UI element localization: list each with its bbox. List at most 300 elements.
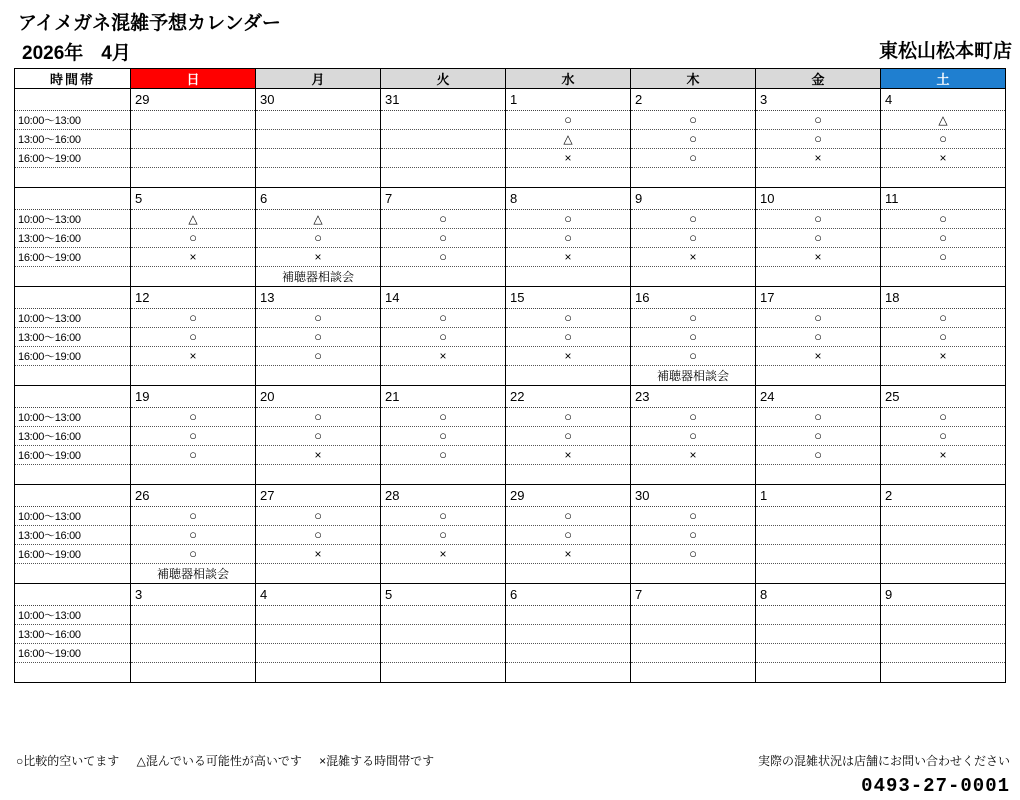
congestion-cell [381,347,506,366]
time-column-spacer [15,584,131,606]
congestion-mark: ○ [314,348,322,363]
congestion-mark: ○ [439,527,447,542]
congestion-cell [881,229,1006,248]
congestion-mark: ○ [814,211,822,226]
congestion-mark: × [689,448,697,462]
congestion-cell [631,328,756,347]
congestion-cell [631,309,756,328]
congestion-cell [756,408,881,427]
week-note-cell [256,465,381,485]
week-note-cell [506,366,631,386]
congestion-cell [256,111,381,130]
congestion-mark: ○ [189,310,197,325]
congestion-mark: × [564,151,572,165]
date-cell: 20 [256,386,381,408]
congestion-cell [131,446,256,465]
time-slot-row [15,347,1006,366]
congestion-cell [506,248,631,267]
time-slot-label: 10:00～13:00 [15,309,131,328]
congestion-mark: ○ [564,211,572,226]
congestion-mark: ○ [689,211,697,226]
date-cell: 4 [881,89,1006,111]
congestion-cell [631,526,756,545]
date-cell: 11 [881,188,1006,210]
congestion-cell [256,427,381,446]
telephone-number: 0493-27-0001 [861,775,1010,797]
congestion-mark: × [689,250,697,264]
congestion-mark: ○ [189,329,197,344]
congestion-mark: ○ [939,211,947,226]
week-note-cell [631,267,756,287]
congestion-mark: × [814,250,822,264]
congestion-cell [506,328,631,347]
time-slot-label: 13:00～16:00 [15,526,131,545]
week-note-cell [881,663,1006,683]
time-slot-label: 16:00～19:00 [15,248,131,267]
congestion-cell [631,248,756,267]
congestion-cell [506,625,631,644]
congestion-cell [881,408,1006,427]
week-date-row [15,188,1006,210]
time-slot-row [15,446,1006,465]
congestion-cell [881,248,1006,267]
calendar-body [15,89,1006,683]
congestion-cell [131,545,256,564]
congestion-cell [631,427,756,446]
congestion-cell [256,229,381,248]
date-cell: 2 [881,485,1006,507]
congestion-mark: ○ [564,230,572,245]
time-column-spacer [15,465,131,485]
congestion-mark: × [564,250,572,264]
congestion-cell [256,309,381,328]
dow-header-mon: 月 [256,69,381,89]
date-cell: 27 [256,485,381,507]
time-slot-row [15,545,1006,564]
congestion-mark: ○ [939,409,947,424]
congestion-cell [881,149,1006,168]
congestion-mark: ○ [314,527,322,542]
time-slot-row [15,507,1006,526]
congestion-cell [631,111,756,130]
congestion-cell [131,328,256,347]
congestion-mark: × [314,250,322,264]
congestion-mark: ○ [814,112,822,127]
date-cell: 15 [506,287,631,309]
week-note-cell [756,564,881,584]
month-label: 4月 [101,43,131,64]
congestion-cell [756,309,881,328]
week-note-cell [756,366,881,386]
congestion-cell [381,625,506,644]
congestion-mark: ○ [439,447,447,462]
week-date-row [15,584,1006,606]
congestion-mark: ○ [564,409,572,424]
congestion-cell [256,606,381,625]
week-note-cell [381,564,506,584]
date-cell: 10 [756,188,881,210]
congestion-cell [631,229,756,248]
congestion-mark: ○ [314,329,322,344]
congestion-mark: ○ [689,508,697,523]
congestion-mark: × [189,250,197,264]
congestion-mark: ○ [689,150,697,165]
dow-header-fri: 金 [756,69,881,89]
date-cell: 26 [131,485,256,507]
congestion-cell [756,446,881,465]
date-cell: 3 [131,584,256,606]
legend-item-triangle: △混んでいる可能性が高いです [136,754,302,768]
congestion-cell [881,606,1006,625]
congestion-cell [256,328,381,347]
congestion-cell [881,210,1006,229]
week-note-cell [756,663,881,683]
week-note-cell [131,465,256,485]
congestion-mark: ○ [689,310,697,325]
congestion-cell [381,408,506,427]
congestion-mark: ○ [189,428,197,443]
date-cell: 9 [881,584,1006,606]
congestion-cell [756,526,881,545]
congestion-cell [881,111,1006,130]
congestion-cell [631,446,756,465]
congestion-mark: ○ [689,527,697,542]
congestion-cell [131,111,256,130]
date-cell: 17 [756,287,881,309]
week-note-cell [756,168,881,188]
date-cell: 30 [631,485,756,507]
date-cell: 13 [256,287,381,309]
congestion-cell [131,427,256,446]
congestion-cell [881,446,1006,465]
time-slot-row [15,149,1006,168]
congestion-cell [381,606,506,625]
date-cell: 3 [756,89,881,111]
congestion-mark: ○ [439,329,447,344]
congestion-cell [756,111,881,130]
congestion-cell [131,130,256,149]
year-month [22,38,131,65]
week-note-cell [131,663,256,683]
congestion-mark: ○ [564,329,572,344]
congestion-cell [256,625,381,644]
time-column-spacer [15,267,131,287]
congestion-cell [881,328,1006,347]
week-note-row [15,564,1006,584]
date-cell: 6 [256,188,381,210]
time-slot-label: 16:00～19:00 [15,347,131,366]
time-slot-row [15,427,1006,446]
congestion-cell [881,427,1006,446]
congestion-mark: ○ [939,428,947,443]
week-note-cell [506,267,631,287]
time-column-spacer [15,564,131,584]
congestion-cell [631,408,756,427]
date-cell: 23 [631,386,756,408]
day-of-week-header-row [15,69,1006,89]
congestion-cell [631,130,756,149]
congestion-mark: △ [938,113,948,127]
congestion-cell [381,526,506,545]
congestion-mark: × [939,151,947,165]
week-note-cell [381,465,506,485]
time-slot-label: 13:00～16:00 [15,427,131,446]
date-cell: 29 [131,89,256,111]
congestion-mark: ○ [564,508,572,523]
week-note-row [15,663,1006,683]
date-cell: 12 [131,287,256,309]
week-note-cell [256,168,381,188]
week-note-cell [631,465,756,485]
congestion-mark: × [939,349,947,363]
congestion-cell [256,210,381,229]
congestion-cell [506,606,631,625]
week-note-cell [131,168,256,188]
dow-header-tue: 火 [381,69,506,89]
congestion-cell [506,427,631,446]
congestion-mark: ○ [689,348,697,363]
congestion-mark: ○ [814,428,822,443]
congestion-cell [131,210,256,229]
week-date-row [15,485,1006,507]
time-column-spacer [15,168,131,188]
congestion-mark: × [564,448,572,462]
congestion-cell [131,229,256,248]
congestion-mark: × [314,448,322,462]
congestion-mark: ○ [689,329,697,344]
legend [16,752,448,769]
congestion-mark: ○ [814,310,822,325]
congestion-mark: ○ [689,546,697,561]
week-note-cell [256,366,381,386]
week-note-cell [381,168,506,188]
congestion-mark: ○ [814,230,822,245]
congestion-cell [881,625,1006,644]
congestion-cell [381,507,506,526]
week-note-row [15,267,1006,287]
time-slot-label: 10:00～13:00 [15,111,131,130]
date-cell: 2 [631,89,756,111]
congestion-mark: ○ [939,131,947,146]
date-cell: 14 [381,287,506,309]
date-cell: 21 [381,386,506,408]
congestion-cell [131,507,256,526]
week-note-cell [631,564,756,584]
congestion-cell [381,545,506,564]
congestion-mark: ○ [439,428,447,443]
time-slot-row [15,111,1006,130]
congestion-mark: ○ [689,409,697,424]
time-column-spacer [15,188,131,210]
congestion-cell [506,229,631,248]
year-label: 2026年 [22,43,84,64]
notice-text: 実際の混雑状況は店舗にお問い合わせください [757,754,1010,768]
congestion-cell [881,507,1006,526]
congestion-cell [381,111,506,130]
time-column-spacer [15,663,131,683]
congestion-cell [131,248,256,267]
shop-name: 東松山松本町店 [878,41,1012,62]
week-note-cell [131,366,256,386]
week-note-cell [881,168,1006,188]
congestion-mark: ○ [439,310,447,325]
congestion-mark: ○ [314,230,322,245]
congestion-mark: ○ [689,112,697,127]
week-date-row [15,386,1006,408]
date-cell: 16 [631,287,756,309]
time-slot-label: 16:00～19:00 [15,545,131,564]
congestion-cell [881,644,1006,663]
page-title: アイメガネ混雑予想カレンダー [18,13,281,34]
dow-header-sat: 土 [881,69,1006,89]
date-cell: 24 [756,386,881,408]
dow-header-sun: 日 [131,69,256,89]
congestion-mark: × [814,151,822,165]
congestion-cell [381,446,506,465]
event-note: 補聴器相談会 [256,267,381,287]
date-cell: 25 [881,386,1006,408]
congestion-cell [256,507,381,526]
time-slot-label: 16:00～19:00 [15,644,131,663]
week-note-cell [756,465,881,485]
congestion-mark: ○ [439,249,447,264]
week-note-row [15,366,1006,386]
congestion-cell [381,309,506,328]
week-date-row [15,287,1006,309]
congestion-mark: ○ [814,329,822,344]
time-slot-label: 16:00～19:00 [15,446,131,465]
congestion-mark: ○ [564,310,572,325]
congestion-cell [381,328,506,347]
week-note-cell [381,366,506,386]
time-slot-label: 13:00～16:00 [15,130,131,149]
congestion-cell [756,328,881,347]
time-column-header: 時間帯 [15,69,131,89]
congestion-cell [131,408,256,427]
congestion-cell [381,210,506,229]
congestion-cell [131,149,256,168]
congestion-mark: × [439,547,447,561]
congestion-cell [506,210,631,229]
congestion-cell [256,130,381,149]
congestion-cell [631,210,756,229]
event-note: 補聴器相談会 [631,366,756,386]
congestion-mark: ○ [814,447,822,462]
week-date-row [15,89,1006,111]
week-note-cell [506,663,631,683]
time-slot-row [15,248,1006,267]
congestion-cell [506,408,631,427]
week-note-row [15,168,1006,188]
date-cell: 18 [881,287,1006,309]
time-slot-row [15,328,1006,347]
time-slot-row [15,625,1006,644]
congestion-cell [381,130,506,149]
congestion-cell [506,347,631,366]
congestion-mark: ○ [314,508,322,523]
date-cell: 22 [506,386,631,408]
congestion-mark: ○ [439,230,447,245]
congestion-cell [756,644,881,663]
time-slot-row [15,606,1006,625]
congestion-mark: × [564,349,572,363]
week-note-cell [631,168,756,188]
time-column-spacer [15,89,131,111]
congestion-cell [756,130,881,149]
congestion-cell [381,229,506,248]
event-note: 補聴器相談会 [131,564,256,584]
date-cell: 6 [506,584,631,606]
week-note-cell [631,663,756,683]
calendar-table-wrapper [14,68,1006,683]
congestion-cell [756,427,881,446]
congestion-cell [631,149,756,168]
congestion-mark: ○ [939,310,947,325]
congestion-mark: △ [313,212,323,226]
date-cell: 4 [256,584,381,606]
congestion-cell [506,545,631,564]
week-note-cell [506,564,631,584]
congestion-mark: ○ [189,508,197,523]
congestion-mark: ○ [189,230,197,245]
date-cell: 28 [381,485,506,507]
congestion-cell [131,644,256,663]
date-cell: 5 [131,188,256,210]
time-slot-row [15,309,1006,328]
date-cell: 30 [256,89,381,111]
congestion-cell [381,644,506,663]
congestion-mark: × [314,547,322,561]
congestion-mark: ○ [564,112,572,127]
time-slot-label: 10:00～13:00 [15,507,131,526]
legend-item-cross: ×混雑する時間帯です [319,754,435,768]
congestion-mark: × [939,448,947,462]
congestion-cell [756,545,881,564]
time-slot-row [15,210,1006,229]
congestion-cell [256,248,381,267]
time-slot-row [15,408,1006,427]
date-cell: 1 [506,89,631,111]
time-slot-label: 10:00～13:00 [15,210,131,229]
congestion-mark: ○ [314,409,322,424]
time-slot-row [15,130,1006,149]
week-note-cell [881,465,1006,485]
congestion-mark: ○ [939,249,947,264]
date-cell: 8 [756,584,881,606]
congestion-cell [131,526,256,545]
congestion-cell [506,111,631,130]
date-cell: 9 [631,188,756,210]
congestion-cell [131,347,256,366]
congestion-cell [381,248,506,267]
congestion-cell [506,130,631,149]
date-cell: 5 [381,584,506,606]
week-note-cell [881,564,1006,584]
week-note-cell [756,267,881,287]
congestion-mark: ○ [439,409,447,424]
congestion-cell [756,507,881,526]
congestion-mark: ○ [689,230,697,245]
date-cell: 29 [506,485,631,507]
congestion-mark: ○ [689,131,697,146]
congestion-cell [756,229,881,248]
congestion-cell [631,545,756,564]
time-column-spacer [15,485,131,507]
congestion-mark: ○ [439,508,447,523]
congestion-cell [506,526,631,545]
congestion-cell [631,625,756,644]
congestion-cell [631,507,756,526]
